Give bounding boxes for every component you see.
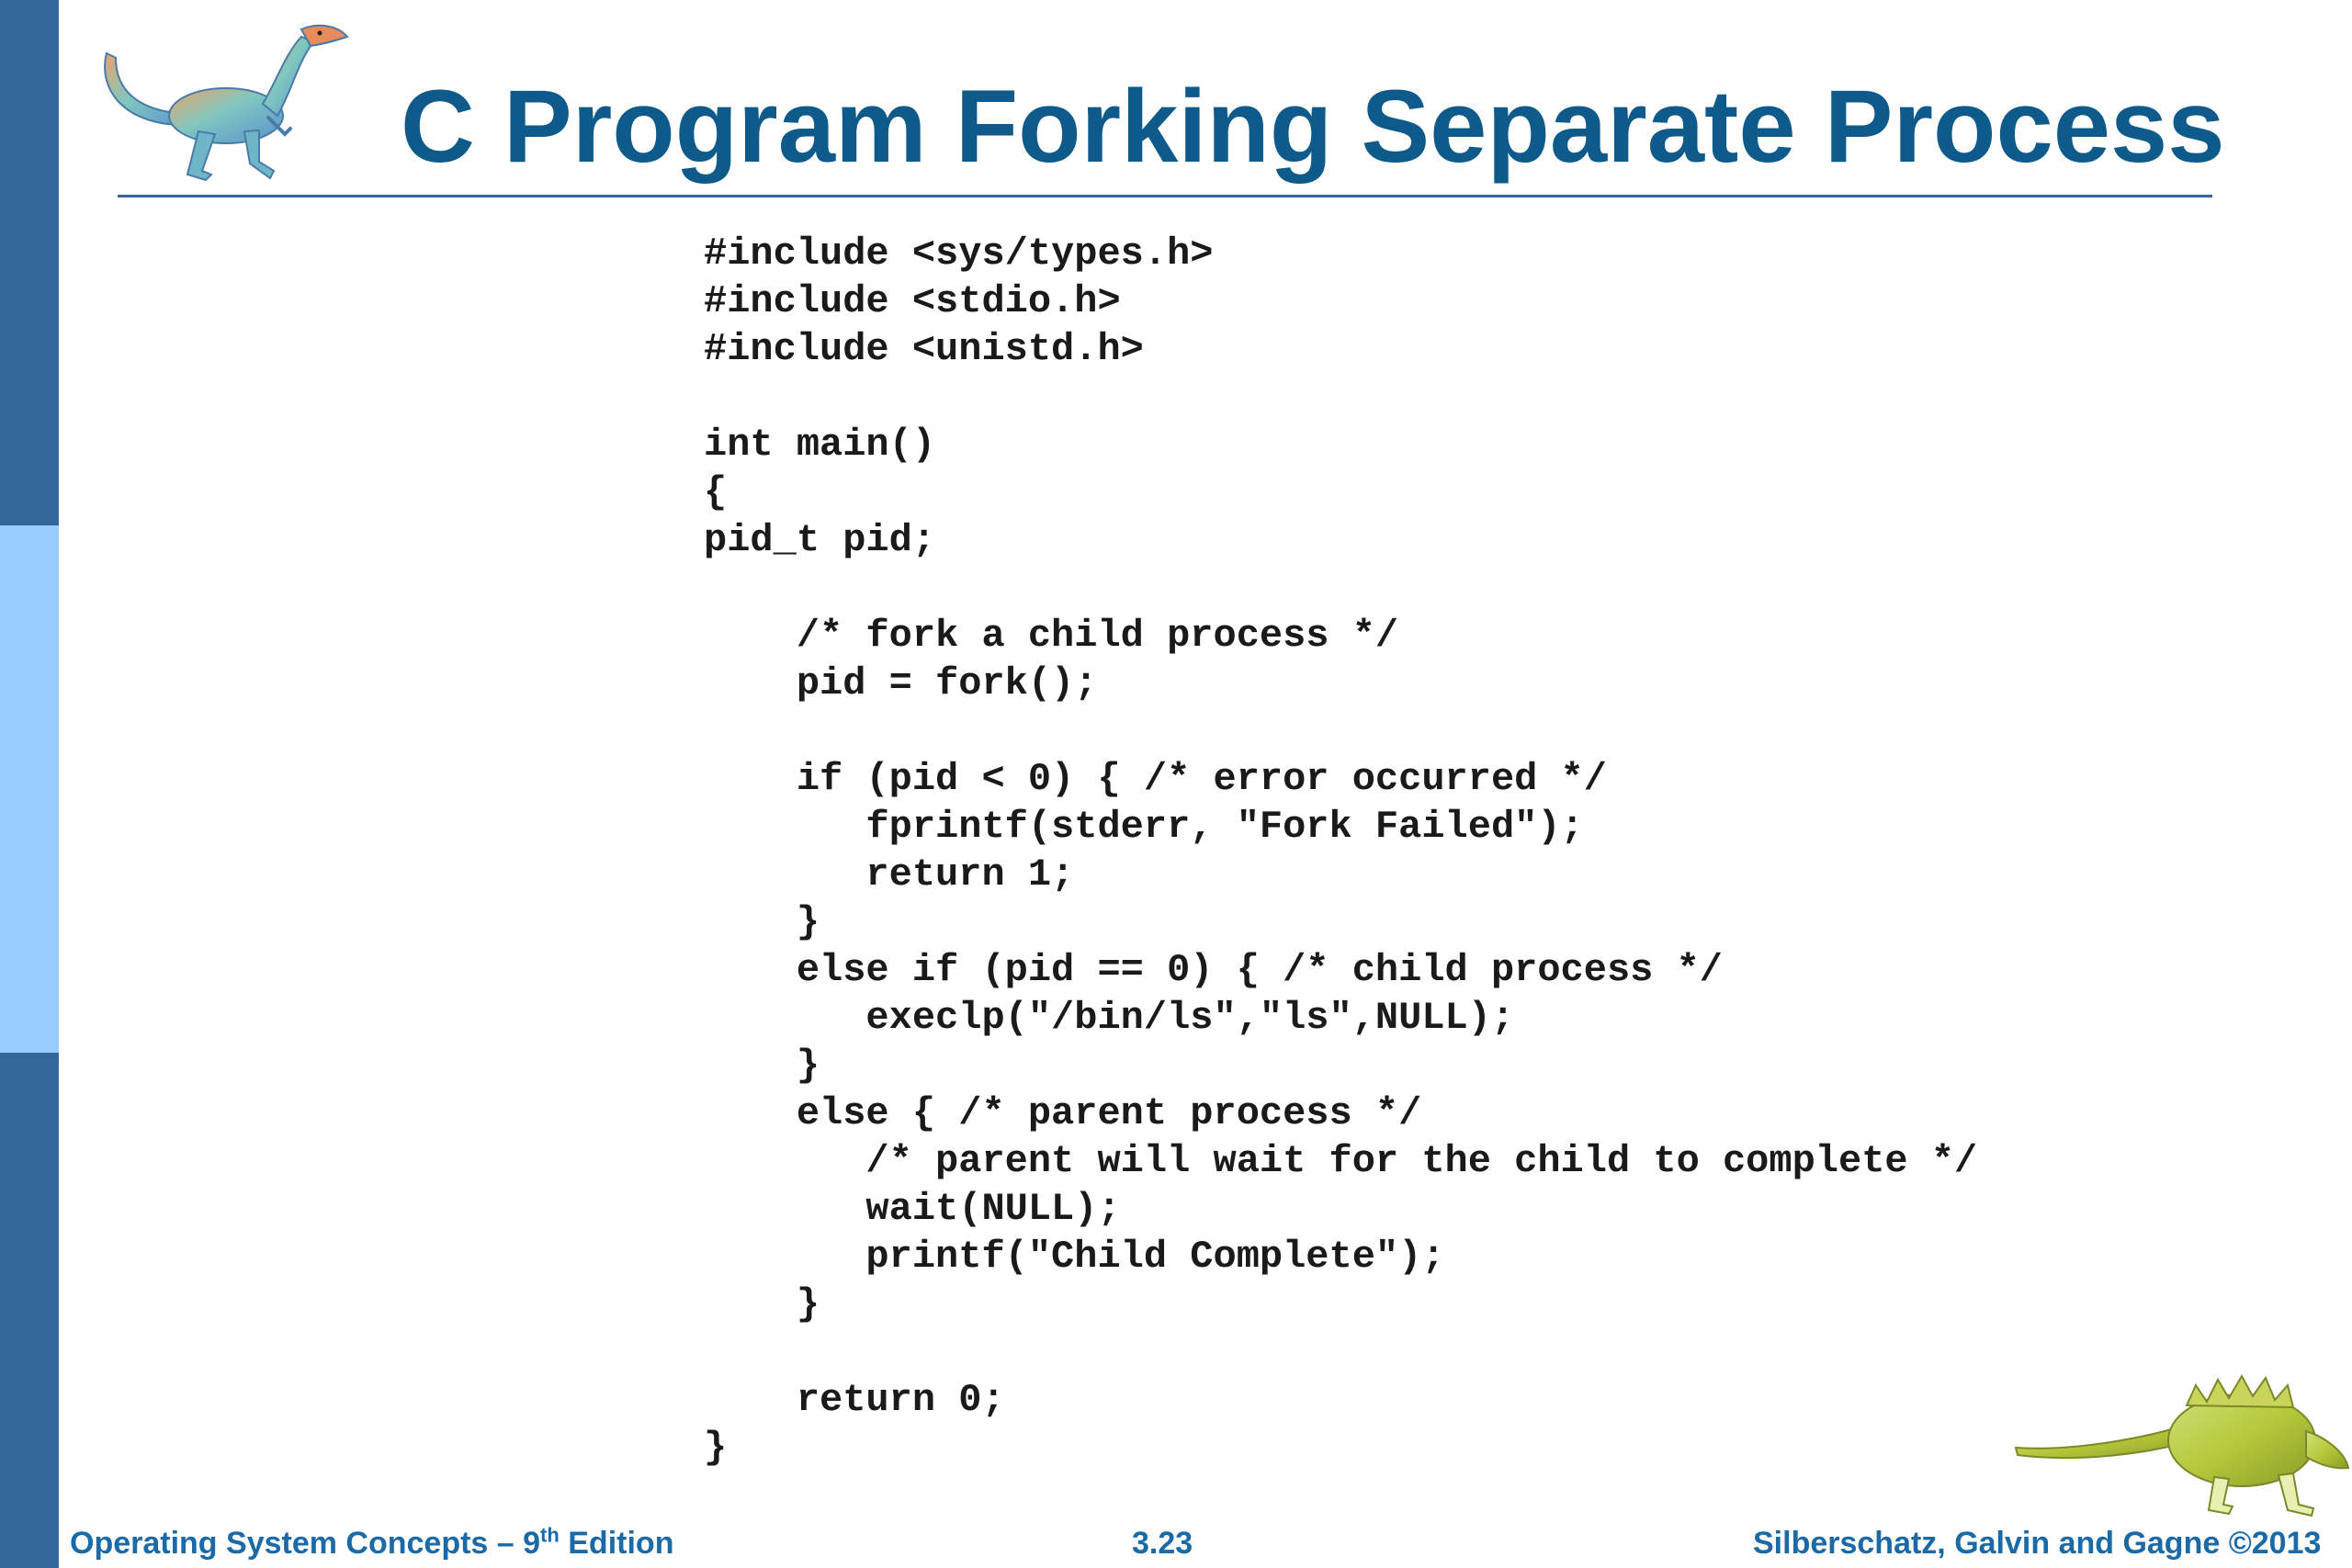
page-number: 3.23 <box>1132 1526 1193 1561</box>
code-line: else { /* parent process */ <box>704 1091 1422 1135</box>
sidebar-bar-top <box>0 0 59 525</box>
code-line: #include <stdio.h> <box>704 279 1121 323</box>
code-line: } <box>704 900 820 944</box>
sidebar-bar-middle <box>0 525 59 1053</box>
code-line: /* parent will wait for the child to complete */ <box>704 1139 1978 1183</box>
code-line: int main() <box>704 423 936 467</box>
code-line: printf("Child Complete"); <box>704 1235 1445 1279</box>
code-line: pid_t pid; <box>704 518 936 562</box>
code-line: if (pid < 0) { /* error occurred */ <box>704 757 1607 801</box>
code-line: /* fork a child process */ <box>704 614 1399 658</box>
page-title: C Program Forking Separate Process <box>401 69 2225 184</box>
dinosaur-icon <box>88 17 364 196</box>
footer-book-title-suffix: Edition <box>559 1526 674 1561</box>
footer-copyright: Silberschatz, Galvin and Gagne ©2013 <box>1753 1526 2322 1561</box>
code-line: return 1; <box>704 852 1075 897</box>
footer-book-title-prefix: Operating System Concepts – 9 <box>70 1526 541 1561</box>
code-line: { <box>704 470 728 514</box>
footer-book-title <box>70 1525 673 1562</box>
dinosaur-icon <box>2012 1348 2352 1523</box>
code-line: else if (pid == 0) { /* child process */ <box>704 948 1723 992</box>
code-line: pid = fork(); <box>704 661 1098 705</box>
sidebar-bar-bottom <box>0 1053 59 1568</box>
code-line: #include <unistd.h> <box>704 327 1144 371</box>
code-line: execlp("/bin/ls","ls",NULL); <box>704 996 1515 1040</box>
title-divider <box>118 195 2212 197</box>
code-line: fprintf(stderr, "Fork Failed"); <box>704 805 1584 849</box>
footer-edition-superscript: th <box>540 1523 560 1547</box>
code-line: } <box>704 1043 820 1088</box>
code-line: return 0; <box>704 1378 1005 1422</box>
code-line: } <box>704 1282 820 1326</box>
code-line: wait(NULL); <box>704 1187 1121 1231</box>
code-line: #include <sys/types.h> <box>704 231 1214 276</box>
code-line: } <box>704 1426 728 1470</box>
